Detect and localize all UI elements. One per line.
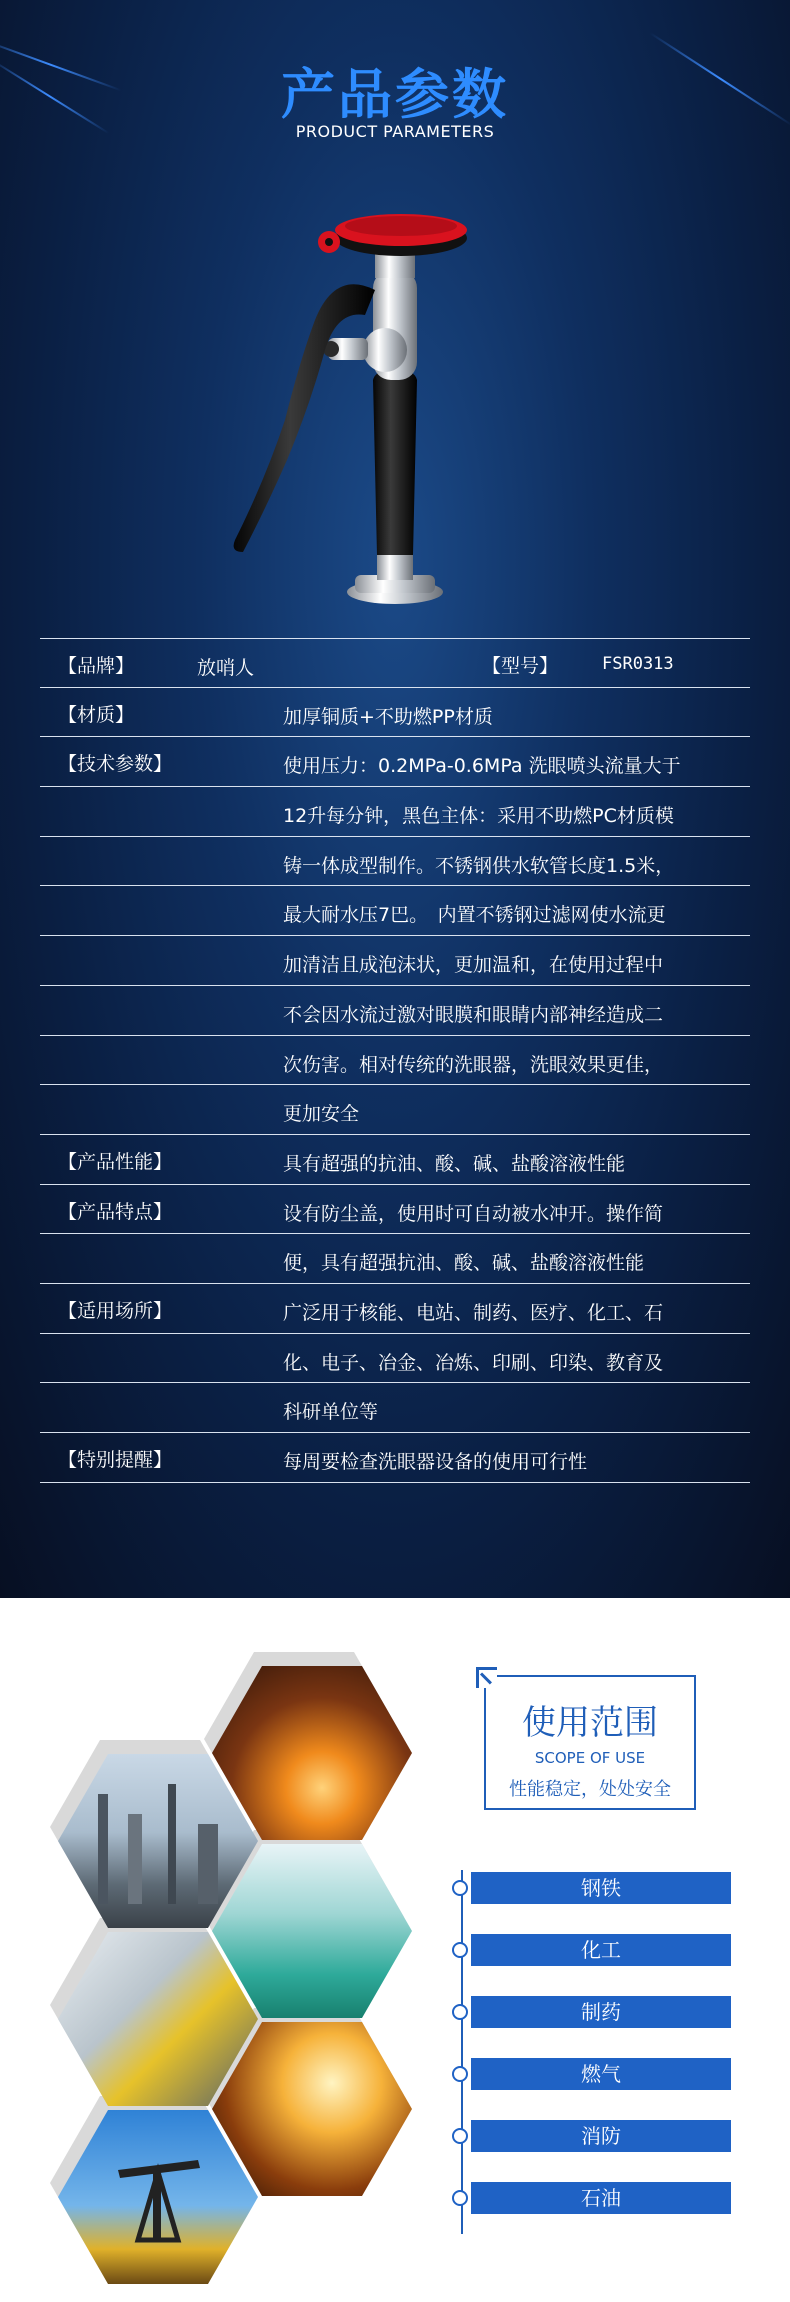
scope-slogan: 性能稳定，处处安全 — [509, 1779, 671, 1800]
application-item: 化工 — [471, 1934, 731, 1966]
scope-title: 使用范围 — [522, 1703, 658, 1743]
page-title: 产品参数 — [281, 63, 509, 126]
application-item: 制药 — [471, 1996, 731, 2028]
notice-label: 【特别提醒】 — [58, 1449, 173, 1471]
spec-row-performance — [40, 1135, 750, 1185]
page-subtitle: PRODUCT PARAMETERS — [295, 122, 495, 141]
application-item: 消防 — [471, 2120, 731, 2152]
spec-row-tech — [40, 737, 750, 787]
feature-line: 设有防尘盖，使用时可自动被水冲开。操作简 — [283, 1202, 664, 1225]
model-value: FSR0313 — [602, 654, 674, 674]
material-label: 【材质】 — [58, 703, 135, 726]
scope-title-box — [484, 1675, 696, 1810]
tech-line: 使用压力：0.2MPa-0.6MPa 洗眼喷头流量大于 — [283, 755, 681, 778]
feature-label: 【产品特点】 — [58, 1200, 173, 1223]
bullet-icon — [452, 2004, 468, 2020]
place-label: 【适用场所】 — [58, 1299, 173, 1322]
brand-label: 【品牌】 — [58, 655, 135, 677]
spec-row-place — [40, 1334, 750, 1384]
spec-row-tech — [40, 886, 750, 936]
brand-value: 放哨人 — [197, 657, 255, 679]
spec-row-tech — [40, 1036, 750, 1086]
tech-line: 12升每分钟，黑色主体：采用不助燃PC材质模 — [283, 805, 674, 828]
scope-subtitle: SCOPE OF USE — [534, 1749, 646, 1767]
notice-value: 每周要检查洗眼器设备的使用可行性 — [283, 1451, 588, 1473]
timeline-line — [461, 1870, 463, 2234]
tech-line: 铸一体成型制作。不锈钢供水软管长度1.5米， — [283, 854, 675, 877]
spec-row-tech — [40, 986, 750, 1036]
spec-row-tech — [40, 1085, 750, 1135]
spec-row-place — [40, 1284, 750, 1334]
model-label: 【型号】 — [482, 655, 559, 677]
place-line: 科研单位等 — [283, 1401, 379, 1424]
bullet-icon — [452, 2190, 468, 2206]
spec-row-feature — [40, 1234, 750, 1284]
application-item: 燃气 — [471, 2058, 731, 2090]
spec-row-tech — [40, 936, 750, 986]
tech-label: 【技术参数】 — [58, 753, 173, 776]
tech-line: 最大耐水压7巴。 内置不锈钢过滤网使水流更 — [283, 904, 666, 927]
spec-row-notice — [40, 1433, 750, 1483]
bullet-icon — [452, 2066, 468, 2082]
eyewash-station-image — [225, 190, 485, 620]
place-line: 广泛用于核能、电站、制药、医疗、化工、石 — [283, 1301, 664, 1324]
feature-line: 便，具有超强抗油、酸、碱、盐酸溶液性能 — [283, 1252, 645, 1275]
tech-line: 次伤害。相对传统的洗眼器，洗眼效果更佳， — [283, 1053, 664, 1076]
bullet-icon — [452, 1880, 468, 1896]
spec-table — [40, 638, 750, 1483]
performance-value: 具有超强的抗油、酸、碱、盐酸溶液性能 — [283, 1152, 626, 1175]
spec-row-feature — [40, 1185, 750, 1235]
material-value: 加厚铜质+不助燃PP材质 — [283, 705, 493, 728]
application-item: 石油 — [471, 2182, 731, 2214]
application-item: 钢铁 — [471, 1872, 731, 1904]
performance-label: 【产品性能】 — [58, 1150, 173, 1173]
bullet-icon — [452, 1942, 468, 1958]
tech-line: 更加安全 — [283, 1103, 360, 1126]
bullet-icon — [452, 2128, 468, 2144]
tech-line: 加清洁且成泡沫状，更加温和，在使用过程中 — [283, 954, 664, 977]
spec-row-tech — [40, 787, 750, 837]
place-line: 化、电子、冶金、冶炼、印刷、印染、教育及 — [283, 1351, 664, 1374]
tech-line: 不会因水流过激对眼膜和眼睛内部神经造成二 — [283, 1003, 664, 1026]
spec-row-brand — [40, 638, 750, 688]
spec-row-material — [40, 688, 750, 738]
scope-of-use-section — [0, 1598, 790, 2302]
spec-row-place — [40, 1383, 750, 1433]
spec-row-tech — [40, 837, 750, 887]
